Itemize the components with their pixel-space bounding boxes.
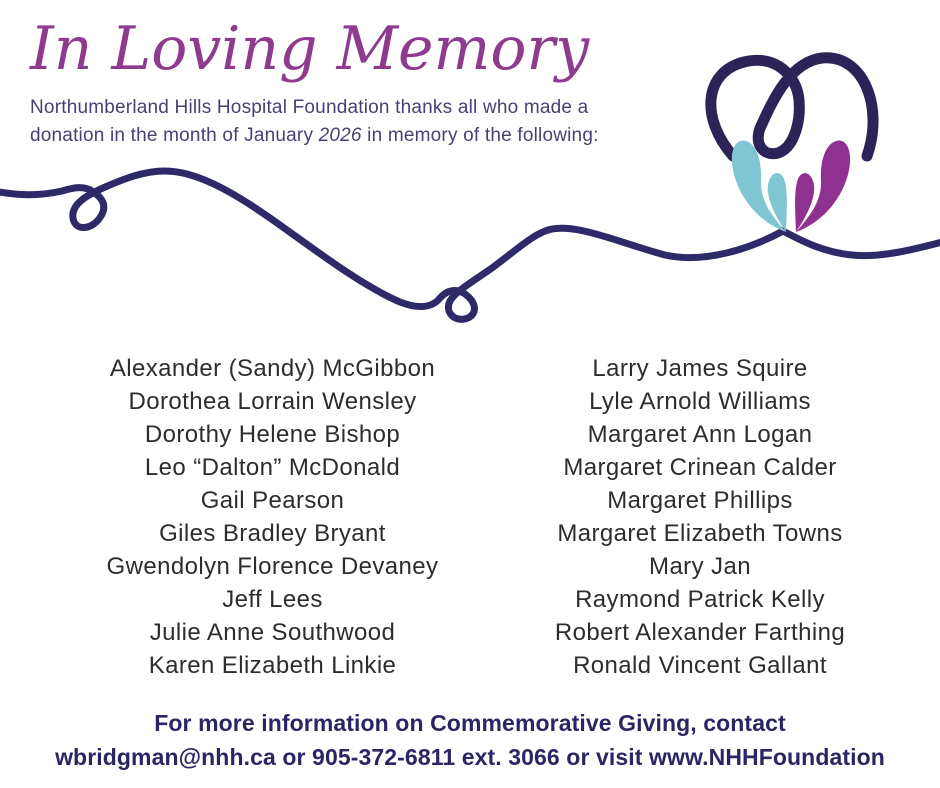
name-item: Larry James Squire [592,355,808,382]
name-item: Margaret Elizabeth Towns [557,520,843,547]
right-hand-icon [795,141,850,232]
name-item: Julie Anne Southwood [149,619,396,646]
left-hand-icon [732,141,787,232]
name-item: Ronald Vincent Gallant [573,652,827,679]
names-column-right [495,352,905,682]
subtitle [30,94,690,150]
header [30,10,690,150]
name-item: Gwendolyn Florence Devaney [106,553,439,580]
subtitle-line2-prefix: donation in the month of January [30,125,319,146]
name-item: Leo “Dalton” McDonald [144,454,401,481]
name-item: Mary Jan [649,553,751,580]
footer [0,706,940,774]
names-column-left [40,352,505,682]
name-item: Margaret Phillips [607,487,793,514]
subtitle-year: 2026 [318,125,362,146]
name-item: Giles Bradley Bryant [159,520,386,547]
footer-line2: wbridgman@nhh.ca or 905-372-6811 ext. 3066 or visit www.NHHFoundation [55,744,885,770]
name-item: Gail Pearson [200,487,345,514]
name-item: Alexander (Sandy) McGibbon [109,355,436,382]
name-item: Karen Elizabeth Linkie [148,652,397,679]
name-item: Dorothea Lorrain Wensley [128,388,417,415]
name-item: Margaret Ann Logan [587,421,813,448]
name-item: Raymond Patrick Kelly [575,586,825,613]
page-title: In Loving Memory [30,14,590,84]
subtitle-line2-suffix: in memory of the following: [361,125,599,146]
name-item: Dorothy Helene Bishop [144,421,401,448]
looped-ribbon-line-icon [0,171,940,319]
name-item: Margaret Crinean Calder [563,454,837,481]
name-item: Jeff Lees [222,586,323,613]
heart-outline-icon [711,58,873,156]
subtitle-line1: Northumberland Hills Hospital Foundation thanks all who made a [30,97,589,118]
name-item: Lyle Arnold Williams [589,388,811,415]
footer-line1: For more information on Commemorative Giving, contact [154,710,786,736]
name-item: Robert Alexander Farthing [554,619,846,646]
